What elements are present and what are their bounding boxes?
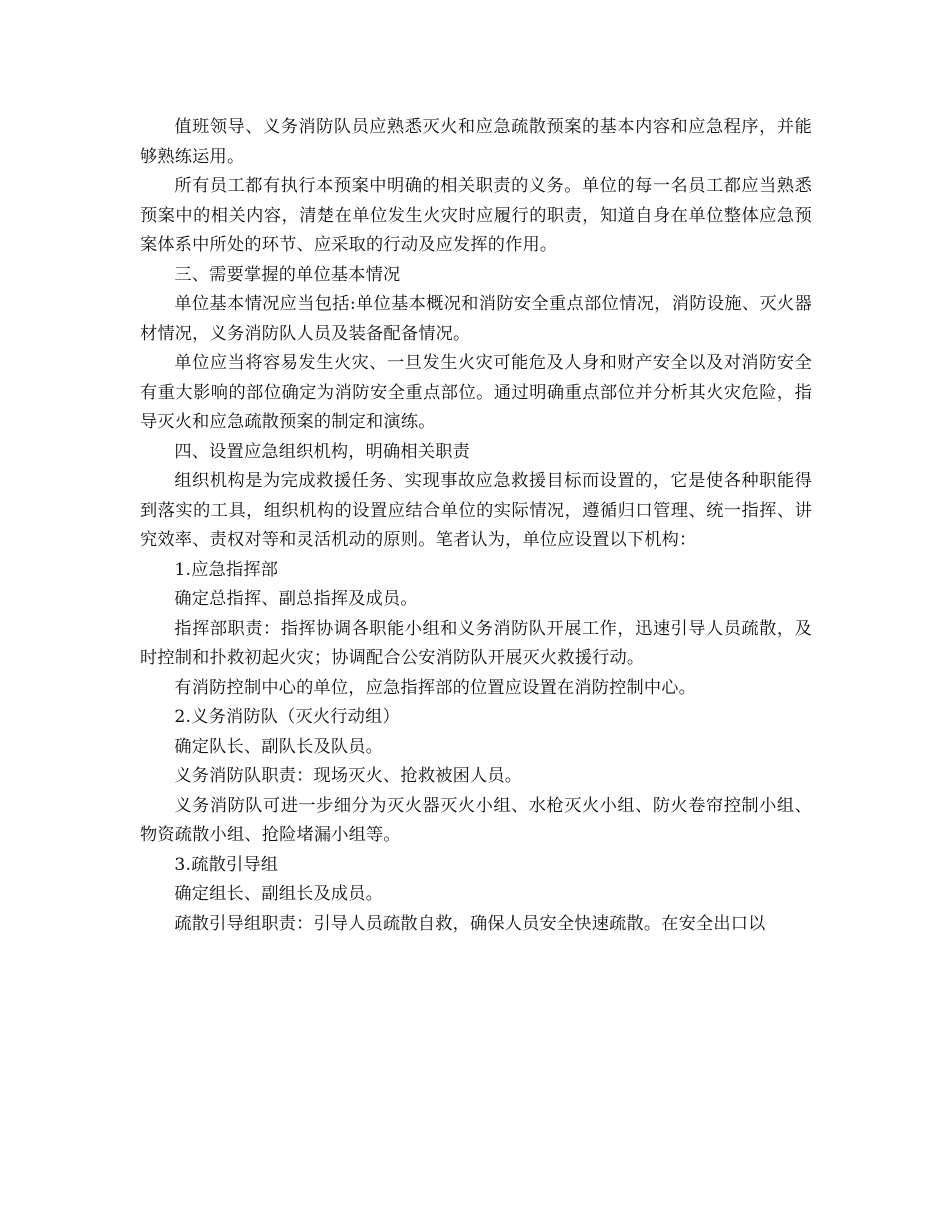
paragraph-brigade-members: 确定队长、副队长及队员。 <box>174 736 384 757</box>
paragraph-evacuation-duties: 疏散引导组职责：引导人员疏散自救，确保人员安全快速疏散。在安全出口以 <box>174 913 766 934</box>
paragraph-duty-leaders: 值班领导、义务消防队员应熟悉灭火和应急疏散预案的基本内容和应急程序，并能够熟练运用。 <box>140 117 812 167</box>
paragraph-evacuation-members: 确定组长、副组长及成员。 <box>174 884 384 904</box>
paragraph-command-members: 确定总指挥、副总指挥及成员。 <box>174 589 418 609</box>
heading-fire-brigade: 2.义务消防队（灭火行动组） <box>174 707 400 727</box>
paragraph-organization: 组织机构是为完成救援任务、实现事故应急救援目标而设置的，它是使各种职能得到落实的工具，组织机构的设置应结合单位的实际情况，遵循归口管理、统一指挥、讲究效率、责权对等和灵活机动的原则。笔者认为，单位应设置以下机构： <box>140 471 812 550</box>
paragraph-brigade-duties: 义务消防队职责：现场灭火、抢救被困人员。 <box>174 766 523 786</box>
paragraph-key-areas: 单位应当将容易发生火灾、一旦发生火灾可能危及人身和财产安全以及对消防安全有重大影响的部位确定为消防安全重点部位。通过明确重点部位并分析其火灾危险，指导灭火和应急疏散预案的制定和演练。 <box>140 353 812 432</box>
paragraph-command-location: 有消防控制中心的单位，应急指挥部的位置应设置在消防控制中心。 <box>174 677 697 698</box>
heading-evacuation-group: 3.疏散引导组 <box>174 854 279 875</box>
heading-section-3: 三、需要掌握的单位基本情况 <box>174 264 401 285</box>
paragraph-brigade-subgroups: 义务消防队可进一步细分为灭火器灭火小组、水枪灭火小组、防火卷帘控制小组、物资疏散小组、抢险堵漏小组等。 <box>140 795 812 845</box>
paragraph-basic-info: 单位基本情况应当包括:单位基本概况和消防安全重点部位情况，消防设施、灭火器材情况，义务消防队人员及装备配备情况。 <box>140 294 812 344</box>
heading-section-4: 四、设置应急组织机构，明确相关职责 <box>174 441 470 462</box>
paragraph-all-staff: 所有员工都有执行本预案中明确的相关职责的义务。单位的每一名员工都应当熟悉预案中的相关内容，清楚在单位发生火灾时应履行的职责，知道自身在单位整体应急预案体系中所处的环节、应采取的行动及应发挥的作用。 <box>140 176 812 255</box>
heading-command-center: 1.应急指挥部 <box>174 559 279 580</box>
paragraph-command-duties: 指挥部职责：指挥协调各职能小组和义务消防队开展工作，迅速引导人员疏散，及时控制和扑救初起火灾；协调配合公安消防队开展灭火救援行动。 <box>140 618 812 668</box>
document-body <box>140 113 812 939</box>
